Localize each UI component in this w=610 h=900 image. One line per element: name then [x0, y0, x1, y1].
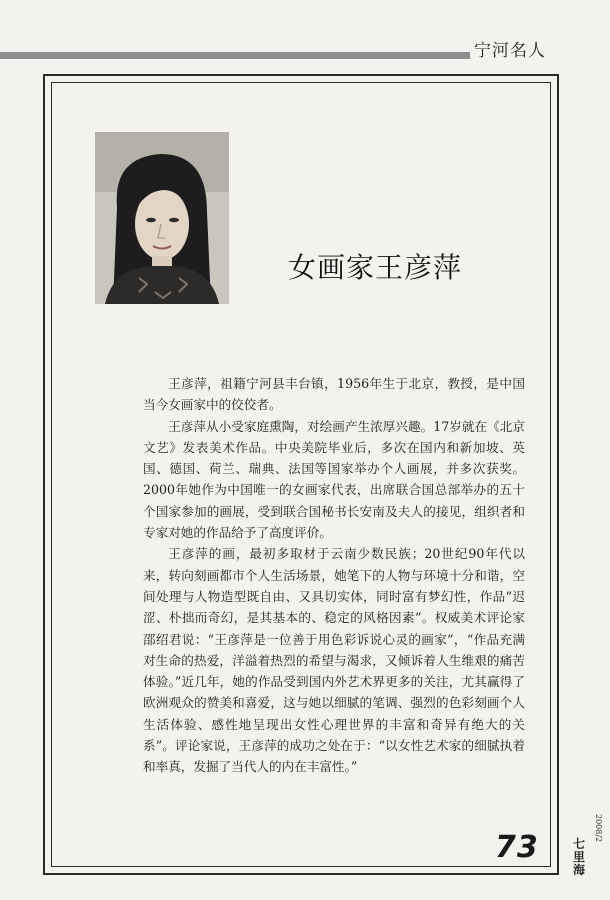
- article-paragraph-2: 王彦萍从小受家庭熏陶，对绘画产生浓厚兴趣。17岁就在《北京文艺》发表美术作品。中央美院毕业后，多次在国内和新加坡、英国、德国、荷兰、瑞典、法国等国家举办个人画展，并多次获奖。2000年她作为中国唯一的女画家代表，出席联合国总部举办的五十个国家参加的画展，受到联合国秘书长安南及夫人的接见，组织者和专家对她的作品给予了高度评价。: [143, 418, 525, 541]
- page-number: 73: [495, 830, 539, 865]
- portrait-photo: [95, 132, 229, 304]
- portrait-icon: [95, 132, 229, 304]
- article-body: [143, 373, 525, 778]
- article-paragraph-3: 王彦萍的画，最初多取材于云南少数民族；20世纪90年代以来，转向刻画都市个人生活场景，她笔下的人物与环境十分和谐，空间处理与人物造型既自由、又具切实体，同时富有梦幻性，作品“迟涩、朴拙而奇幻，是其基本的、稳定的风格因素”。权威美术评论家邵绍君说：“王彦萍是一位善于用色彩诉说心灵的画家”，“作品充满对生命的热爱，洋溢着热烈的希望与渴求，又倾诉着人生维艰的痛苦体验。”近几年，她的作品受到国内外艺术界更多的关注，尤其赢得了欧洲观众的赞美和喜爱，这与她以细腻的笔调、强烈的色彩刻画个人生活体验、感性地呈现出女性心理世界的丰富和奇异有绝大的关系”。评论家说，王彦萍的成功之处在于：“以女性艺术家的细腻执着和率真，发掘了当代人的内在丰富性。”: [143, 546, 525, 775]
- article-title: 女画家王彦萍: [288, 251, 463, 284]
- issue-number: 2008/2: [594, 814, 603, 843]
- magazine-name: 七里海: [572, 837, 585, 877]
- header-rule: [0, 52, 470, 59]
- article-paragraph-1: 王彦萍，祖籍宁河县丰台镇，1956年生于北京，教授，是中国当今女画家中的佼佼者。: [143, 376, 525, 413]
- section-label: 宁河名人: [474, 41, 546, 61]
